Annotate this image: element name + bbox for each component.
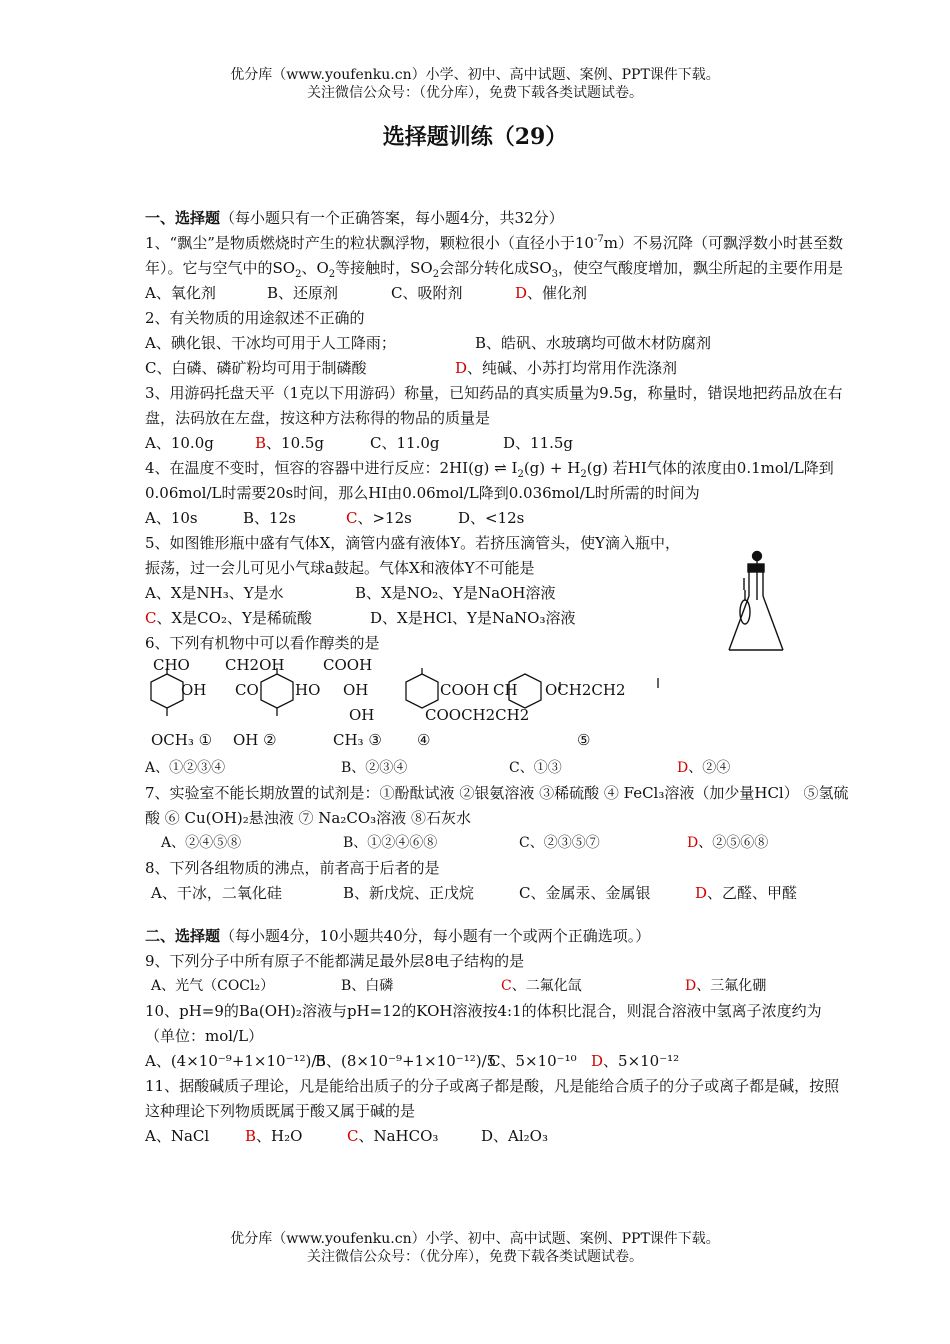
q9-option-d[interactable]: D、三氟化硼 — [685, 978, 767, 994]
conical-flask-icon — [725, 550, 785, 655]
q2-options-row2 — [145, 356, 845, 381]
q9-stem: 9、下列分子中所有原子不能都满足最外层8电子结构的是 — [145, 952, 525, 970]
header-line-1: 优分库（www.youfenku.cn）小学、初中、高中试题、案例、PPT课件下载。 — [230, 67, 720, 83]
q2-option-a[interactable]: A、碘化银、干冰均可用于人工降雨； — [145, 334, 396, 352]
page-title: 选择题训练（29） — [382, 124, 568, 150]
q10-option-c[interactable]: C、5×10⁻¹⁰ — [489, 1052, 577, 1070]
q10-option-b[interactable]: B、(8×10⁻⁹+1×10⁻¹²)/5 — [315, 1052, 497, 1070]
q5-option-b[interactable]: B、X是NO₂、Y是NaOH溶液 — [355, 584, 556, 602]
q2-option-b[interactable]: B、皓矾、水玻璃均可做木材防腐剂 — [475, 334, 712, 352]
q2-options-row1 — [145, 331, 845, 356]
q4-options — [145, 506, 845, 531]
q6-option-b[interactable]: B、②③④ — [341, 760, 408, 776]
q9-option-b[interactable]: B、白磷 — [341, 978, 394, 994]
section-2-heading: 二、选择题（每小题4分，10小题共40分，每小题有一个或两个正确选项。） — [145, 927, 651, 945]
equilibrium-arrow-icon: ⇌ — [489, 459, 512, 477]
struct-3-low-label: OH — [349, 706, 375, 724]
q9-option-c[interactable]: C、二氟化氙 — [501, 978, 582, 994]
q1-options — [145, 281, 845, 306]
q3-stem: 3、用游码托盘天平（1克以下用游码）称量，已知药品的真实质量为9.5g，称量时，错误地把药品放在右盘，法码放在左盘，按这种方法称得的物品的质量是 — [145, 384, 843, 427]
question-body — [145, 206, 849, 1149]
q4-stem: 4、在温度不变时，恒容的容器中进行反应：2HI(g) ⇌ $I_2(g) + H_2(g)$ 若HI气体的浓度由0.1mol/L降到0.06mol/L时需要20s时间，那么HI由0.06mol/L降到0.036mol/L时所需的时间为 — [145, 459, 834, 502]
q3-option-d[interactable]: D、11.5g — [503, 434, 574, 452]
q9-options — [145, 974, 845, 999]
section-1-heading: 一、选择题（每小题只有一个正确答案，每小题4分，共32分） — [145, 209, 564, 227]
q4-option-a[interactable]: A、10s — [145, 509, 198, 527]
header-line-2: 关注微信公众号：（优分库），免费下载各类试题试卷。 — [307, 85, 643, 101]
q4-option-d[interactable]: D、<12s — [458, 509, 525, 527]
q8-stem: 8、下列各组物质的沸点，前者高于后者的是 — [145, 859, 440, 877]
struct-3-mid-label: OH — [343, 681, 369, 699]
struct-2-mid-label-a: CO — [235, 681, 259, 699]
struct-4-mid-label: COOH — [440, 681, 490, 699]
q5-option-a[interactable]: A、X是NH₃、Y是水 — [145, 584, 284, 602]
struct-2-top-label: CH2OH — [225, 656, 285, 674]
q9-option-a[interactable]: A、光气（COCl₂） — [151, 978, 275, 994]
q4-option-c[interactable]: C、>12s — [346, 509, 412, 527]
q6-option-a[interactable]: A、①②③④ — [145, 760, 226, 776]
q5-option-d[interactable]: D、X是HCl、Y是NaNO₃溶液 — [370, 609, 576, 627]
q3-option-c[interactable]: C、11.0g — [370, 434, 440, 452]
q1-option-d[interactable]: D、催化剂 — [515, 284, 588, 302]
q11-option-a[interactable]: A、NaCl — [145, 1127, 210, 1145]
q1-option-b[interactable]: B、还原剂 — [267, 284, 339, 302]
struct-5-mid-label-b: OCH2CH2 — [545, 681, 626, 699]
q11-option-d[interactable]: D、Al₂O₃ — [481, 1127, 548, 1145]
struct-1-label: OCH₃ ① — [151, 731, 213, 749]
q10-options — [145, 1049, 845, 1074]
q1-option-a[interactable]: A、氧化剂 — [145, 284, 216, 302]
q10-option-a[interactable]: A、(4×10⁻⁹+1×10⁻¹²)/5 — [145, 1052, 326, 1070]
struct-3-label: CH₃ ③ — [333, 731, 382, 749]
struct-5-label: ⑤ — [577, 731, 591, 749]
q1-stem: 1、“飘尘”是物质燃烧时产生的粒状飘浮物，颗粒很小（直径小于$10^{-7}m$）不易沉降（可飘浮数小时甚至数年）。它与空气中的$SO_2$、$O_2$等接触时，$SO_2$会部分转化成$SO_3$，使空气酸度增加，飘尘所起的主要作用是 — [145, 234, 844, 280]
q11-options — [145, 1124, 845, 1149]
q7-option-d[interactable]: D、②⑤⑥⑧ — [687, 835, 769, 851]
q1-option-c[interactable]: C、吸附剂 — [391, 284, 463, 302]
page-header — [0, 66, 950, 102]
q6-stem: 6、下列有机物中可以看作醇类的是 — [145, 634, 380, 652]
q5-option-c[interactable]: C、X是CO₂、Y是稀硫酸 — [145, 609, 312, 627]
footer-line-2: 关注微信公众号：（优分库），免费下载各类试题试卷。 — [307, 1249, 643, 1265]
q8-option-d[interactable]: D、乙醛、甲醛 — [695, 884, 798, 902]
q11-option-b[interactable]: B、H₂O — [245, 1127, 303, 1145]
benzene-rings-icon — [145, 668, 745, 718]
struct-3-top-label: COOH — [323, 656, 373, 674]
q7-options — [145, 831, 845, 856]
struct-4-label: ④ — [417, 731, 431, 749]
struct-2-label: OH ② — [233, 731, 277, 749]
q8-option-b[interactable]: B、新戊烷、正戊烷 — [343, 884, 475, 902]
struct-2-mid-label-b: HO — [295, 681, 321, 699]
q5-stem: 5、如图锥形瓶中盛有气体X，滴管内盛有液体Y。若挤压滴管头，使Y滴入瓶中，振荡，过一会儿可见小气球a鼓起。气体X和液体Y不可能是 — [145, 534, 681, 577]
q10-stem: 10、pH=9的Ba(OH)₂溶液与pH=12的KOH溶液按4:1的体积比混合，则混合溶液中氢离子浓度约为（单位：mol/L） — [145, 1002, 822, 1045]
q7-option-a[interactable]: A、②④⑤⑧ — [161, 835, 242, 851]
page-footer — [0, 1230, 950, 1266]
q2-option-c[interactable]: C、白磷、磷矿粉均可用于制磷酸 — [145, 359, 367, 377]
footer-line-1: 优分库（www.youfenku.cn）小学、初中、高中试题、案例、PPT课件下载。 — [230, 1231, 720, 1247]
q2-option-d[interactable]: D、纯碱、小苏打均常用作洗涤剂 — [455, 359, 678, 377]
q7-option-c[interactable]: C、②③⑤⑦ — [519, 835, 600, 851]
q8-option-c[interactable]: C、金属汞、金属银 — [519, 884, 651, 902]
q11-stem: 11、据酸碱质子理论，凡是能给出质子的分子或离子都是酸，凡是能给合质子的分子或离子都是碱，按照这种理论下列物质既属于酸又属于碱的是 — [145, 1077, 840, 1120]
q3-option-b[interactable]: B、10.5g — [255, 434, 325, 452]
struct-1-top-label: CHO — [153, 656, 190, 674]
q11-option-c[interactable]: C、NaHCO₃ — [347, 1127, 439, 1145]
q6-option-d[interactable]: D、②④ — [677, 760, 731, 776]
q7-stem: 7、实验室不能长期放置的试剂是：①酚酞试液 ②银氨溶液 ③稀硫酸 ④ FeCl₃溶液（加少量HCl） ⑤氢硫酸 ⑥ Cu(OH)₂悬浊液 ⑦ Na₂CO₃溶液 ⑧石灰水 — [145, 784, 849, 827]
struct-5-mid-label-a: CH — [493, 681, 518, 699]
struct-4-low-label: COOCH2CH2 — [425, 706, 530, 724]
q6-options — [145, 756, 845, 781]
q6-option-c[interactable]: C、①③ — [509, 760, 562, 776]
q8-options — [145, 881, 845, 906]
struct-1-mid-label: OH — [181, 681, 207, 699]
q7-option-b[interactable]: B、①②④⑥⑧ — [343, 835, 438, 851]
q3-option-a[interactable]: A、10.0g — [145, 434, 214, 452]
q8-option-a[interactable]: A、干冰，二氧化硅 — [151, 884, 282, 902]
q4-option-b[interactable]: B、12s — [243, 509, 296, 527]
q6-structures — [145, 656, 845, 756]
q10-option-d[interactable]: D、5×10⁻¹² — [591, 1052, 680, 1070]
q2-stem: 2、有关物质的用途叙述不正确的 — [145, 309, 365, 327]
q3-options — [145, 431, 845, 456]
